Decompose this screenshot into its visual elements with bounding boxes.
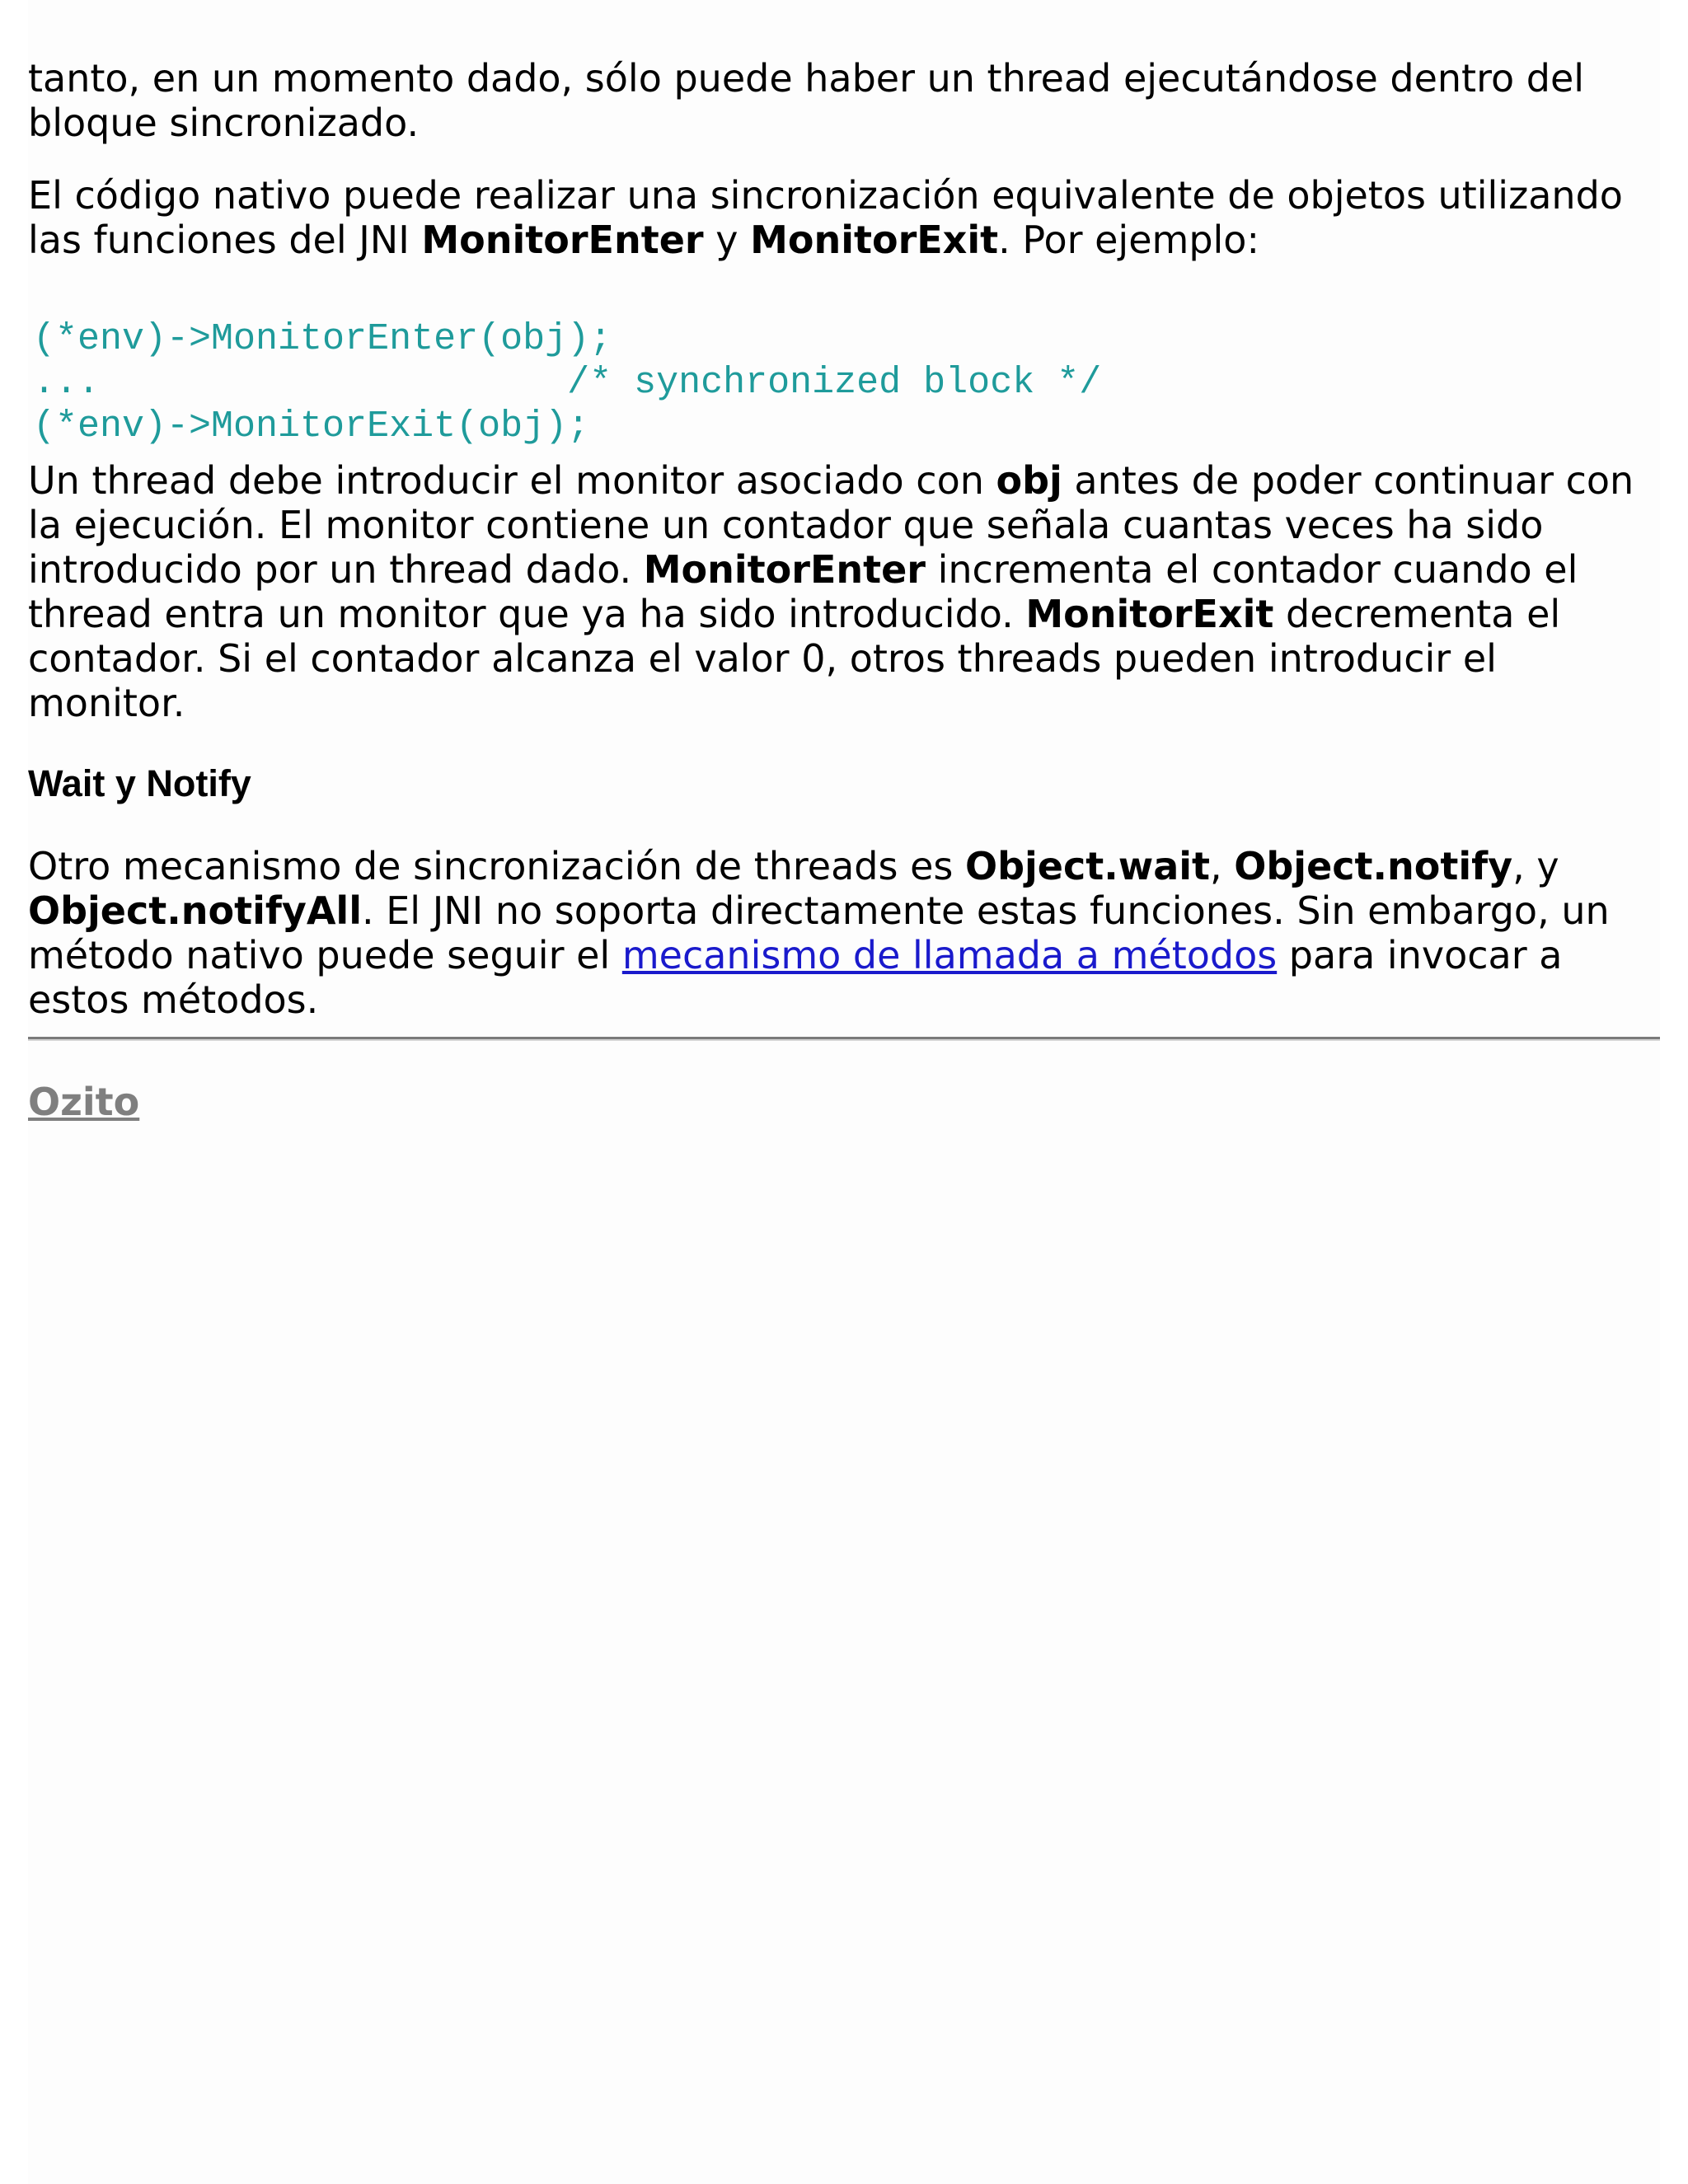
- paragraph-wait-notify: [28, 844, 1660, 1022]
- paragraph4-text-after: para invocar a estos métodos.: [28, 933, 1563, 1022]
- paragraph3-text-before: Un thread debe introducir el monitor asociado con: [28, 458, 996, 503]
- paragraph4-sep-1: ,: [1210, 844, 1235, 888]
- paragraph-monitor-counter: [28, 458, 1660, 725]
- monitorexit-term-2: MonitorExit: [1025, 592, 1274, 636]
- obj-term: obj: [996, 458, 1062, 503]
- paragraph-sync-block-end: [28, 56, 1660, 145]
- paragraph3-text-middle2: incrementa el contador cuando el thread entra un monitor que ya ha sido introducido.: [28, 547, 1578, 636]
- paragraph3-text-middle1: antes de poder continuar con la ejecución. El monitor contiene un contador que señala cuantas veces ha sido introducido por un thread dado.: [28, 458, 1634, 592]
- monitorenter-term: MonitorEnter: [421, 218, 704, 262]
- paragraph4-sep-2: , y: [1512, 844, 1559, 888]
- paragraph2-text-after: . Por ejemplo:: [998, 218, 1259, 262]
- ozito-link[interactable]: Ozito: [28, 1080, 140, 1124]
- paragraph2-text-before: El código nativo puede realizar una sincronización equivalente de objetos utilizando las funciones del JNI: [28, 173, 1623, 262]
- monitorenter-term-2: MonitorEnter: [643, 547, 926, 592]
- method-call-mechanism-link[interactable]: mecanismo de llamada a métodos: [621, 933, 1278, 977]
- object-wait-term: Object.wait: [964, 844, 1211, 888]
- paragraph3-text-after: decrementa el contador. Si el contador alcanza el valor 0, otros threads pueden introducir el monitor.: [28, 592, 1561, 725]
- code-line-3: (*env)->MonitorExit(obj);: [33, 405, 590, 448]
- object-notifyall-term: Object.notifyAll: [28, 888, 362, 933]
- paragraph2-text-middle: y: [703, 218, 751, 262]
- horizontal-rule: [28, 1037, 1660, 1041]
- document-page: [28, 0, 1660, 2184]
- section-heading-wait-notify: Wait y Notify: [28, 762, 251, 804]
- code-line-1: (*env)->MonitorEnter(obj);: [33, 318, 612, 360]
- paragraph4-text-before: Otro mecanismo de sincronización de threads es: [28, 844, 965, 888]
- object-notify-term: Object.notify: [1234, 844, 1513, 888]
- monitorexit-term: MonitorExit: [750, 218, 999, 262]
- paragraph1-text: tanto, en un momento dado, sólo puede haber un thread ejecutándose dentro del bloque sincronizado.: [28, 56, 1585, 145]
- code-line-2: ... /* synchronized block */: [33, 362, 1102, 404]
- code-example: [33, 317, 1101, 448]
- paragraph4-text-middle: . El JNI no soporta directamente estas funciones. Sin embargo, un método nativo puede seguir el: [28, 888, 1610, 977]
- paragraph-native-sync: [28, 173, 1660, 262]
